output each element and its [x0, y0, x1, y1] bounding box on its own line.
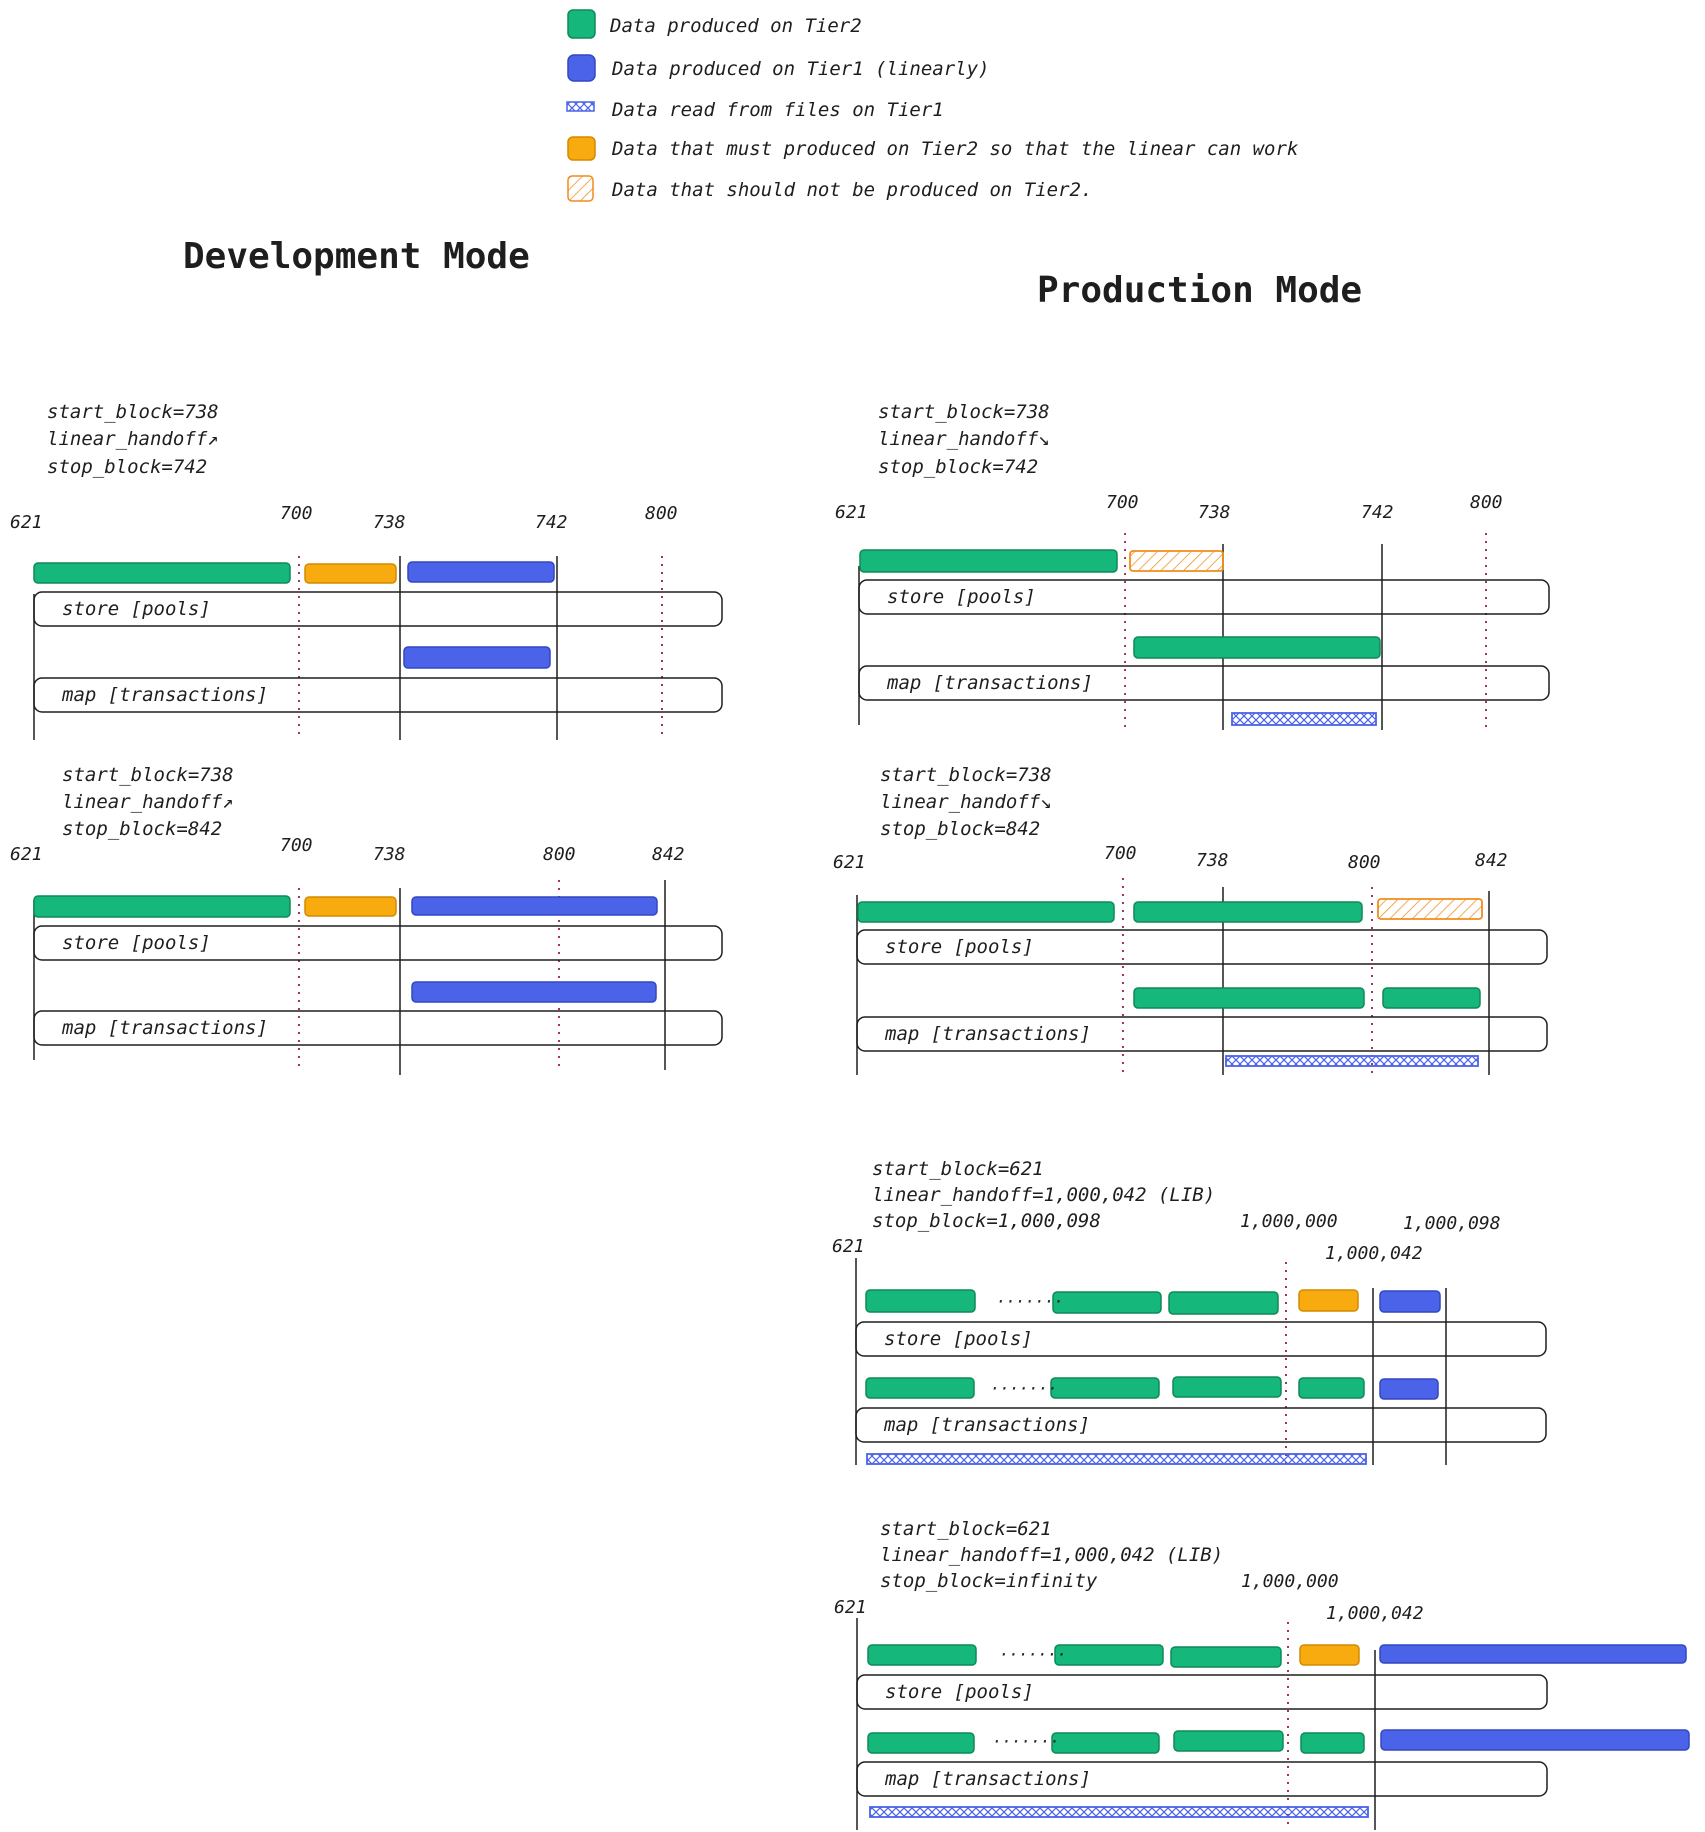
param-line: start_block=738 — [62, 764, 234, 786]
tick-label: 842 — [1475, 850, 1508, 871]
must-bar — [305, 897, 396, 916]
legend-label: Data produced on Tier2 — [610, 15, 862, 37]
store-pools-label: store [pools] — [885, 936, 1034, 958]
tier2-bar — [866, 1378, 974, 1398]
tier2-bar — [1173, 1377, 1281, 1397]
tier1-bar — [412, 897, 657, 915]
must-bar — [305, 564, 396, 583]
tier1-bar — [1380, 1291, 1440, 1312]
production-mode-title: Production Mode — [1037, 270, 1363, 311]
legend-item-should-not — [568, 176, 1092, 201]
diagrams — [10, 401, 1689, 1830]
map-transactions-label: map [transactions] — [62, 1017, 268, 1039]
legend-swatch-tier2 — [568, 10, 595, 38]
ellipsis-dots: ······· — [992, 1732, 1060, 1751]
files-bar — [1226, 1056, 1478, 1066]
diagram-dev-1 — [10, 401, 722, 740]
tick-label: 621 — [834, 1597, 867, 1618]
tick-label: 700 — [280, 835, 313, 856]
tier2-bar — [34, 563, 290, 583]
tier2-bar — [1134, 902, 1362, 922]
store-pools-label: store [pools] — [884, 1328, 1033, 1350]
tier2-bar — [1052, 1733, 1159, 1753]
tier1-bar — [408, 562, 554, 582]
files-bar — [1232, 713, 1376, 725]
tier1-bar — [412, 982, 656, 1002]
diagram-prod-3 — [832, 1158, 1546, 1465]
param-line: stop_block=742 — [47, 456, 208, 478]
map-transactions-label: map [transactions] — [62, 684, 268, 706]
tick-label: 842 — [652, 844, 685, 865]
legend-item-must — [568, 137, 1299, 160]
tier2-bar — [1299, 1378, 1364, 1398]
legend-item-tier1 — [568, 55, 990, 81]
files-bar — [867, 1454, 1366, 1464]
legend-swatch-files — [567, 102, 594, 111]
tick-label: 621 — [833, 852, 866, 873]
ellipsis-dots: ······· — [990, 1379, 1058, 1398]
param-line: stop_block=842 — [880, 818, 1041, 840]
map-transactions-label: map [transactions] — [887, 672, 1093, 694]
tick-label: 621 — [10, 844, 43, 865]
diagram-prod-1 — [835, 401, 1549, 730]
tick-label: 700 — [1104, 843, 1137, 864]
tier2-bar — [34, 896, 290, 917]
tier2-bar — [1301, 1733, 1364, 1753]
diagram-prod-2 — [833, 764, 1547, 1075]
diagram-prod-4 — [834, 1518, 1689, 1830]
legend-swatch-should-not — [568, 176, 593, 201]
param-line: linear_handoff↗ — [62, 791, 234, 813]
map-transactions-label: map [transactions] — [885, 1768, 1091, 1790]
tier2-bar — [1174, 1731, 1283, 1751]
tick-label: 621 — [835, 502, 868, 523]
param-line: linear_handoff↗ — [47, 428, 219, 450]
must-bar — [1300, 1645, 1359, 1665]
tier2-bar — [1051, 1378, 1159, 1398]
tick-label: 1,000,000 — [1241, 1571, 1339, 1592]
tick-label: 621 — [832, 1236, 865, 1257]
ellipsis-dots: ······· — [999, 1645, 1067, 1664]
tick-label: 1,000,098 — [1403, 1213, 1501, 1234]
tier2-bar — [1055, 1645, 1163, 1665]
tick-label: 700 — [1106, 492, 1139, 513]
store-pools-label: store [pools] — [887, 586, 1036, 608]
tier2-bar — [868, 1733, 974, 1753]
tick-label: 800 — [1348, 852, 1381, 873]
tier2-bar — [866, 1290, 975, 1312]
legend-label: Data produced on Tier1 (linearly) — [612, 58, 990, 80]
legend-item-tier2 — [568, 10, 862, 38]
tick-label: 738 — [373, 512, 406, 533]
legend-swatch-must — [568, 137, 595, 160]
must-bar — [1299, 1290, 1358, 1311]
param-line: stop_block=742 — [878, 456, 1039, 478]
param-line: stop_block=842 — [62, 818, 223, 840]
legend-item-files — [567, 99, 944, 121]
legend-swatch-tier1 — [568, 55, 595, 81]
ellipsis-dots: ······· — [996, 1292, 1064, 1311]
tier2-bar — [858, 902, 1114, 922]
tier1-bar — [1380, 1379, 1438, 1399]
tick-label: 1,000,042 — [1325, 1243, 1423, 1264]
tick-label: 800 — [645, 503, 678, 524]
tick-label: 742 — [1361, 502, 1394, 523]
tier2-bar — [1134, 637, 1380, 658]
should-not-bar — [1130, 551, 1223, 571]
files-bar — [870, 1807, 1368, 1817]
legend-label: Data that should not be produced on Tier2. — [612, 179, 1093, 201]
param-line: start_block=621 — [880, 1518, 1052, 1540]
tick-label: 800 — [543, 844, 576, 865]
tier1-bar — [404, 647, 550, 668]
tick-label: 1,000,000 — [1240, 1211, 1338, 1232]
param-line: stop_block=1,000,098 — [872, 1210, 1101, 1232]
tier1-bar — [1380, 1645, 1686, 1663]
tick-label: 1,000,042 — [1326, 1603, 1424, 1624]
legend-label: Data that must produced on Tier2 so that the linear can work — [612, 138, 1299, 160]
store-pools-label: store [pools] — [62, 598, 211, 620]
map-transactions-label: map [transactions] — [884, 1414, 1090, 1436]
legend-label: Data read from files on Tier1 — [612, 99, 944, 121]
tick-label: 738 — [1198, 502, 1231, 523]
tier2-bar — [1053, 1292, 1161, 1313]
param-line: linear_handoff=1,000,042 (LIB) — [880, 1544, 1224, 1566]
param-line: start_block=738 — [47, 401, 219, 423]
map-transactions-label: map [transactions] — [885, 1023, 1091, 1045]
diagram-dev-2 — [10, 764, 722, 1075]
tier2-bar — [868, 1645, 976, 1665]
tick-label: 738 — [1196, 850, 1229, 871]
tier2-bar — [1134, 988, 1364, 1008]
store-pools-label: store [pools] — [62, 932, 211, 954]
tier2-bar — [1169, 1292, 1278, 1314]
param-line: start_block=738 — [878, 401, 1050, 423]
param-line: linear_handoff↘ — [880, 791, 1052, 813]
param-line: start_block=621 — [872, 1158, 1044, 1180]
legend — [567, 10, 1299, 201]
param-line: stop_block=infinity — [880, 1570, 1098, 1592]
tick-label: 800 — [1470, 492, 1503, 513]
development-mode-title: Development Mode — [183, 236, 530, 277]
tick-label: 742 — [535, 512, 568, 533]
param-line: linear_handoff=1,000,042 (LIB) — [872, 1184, 1216, 1206]
tick-label: 738 — [373, 844, 406, 865]
tier1-bar — [1381, 1730, 1689, 1750]
tier2-bar — [1171, 1647, 1281, 1667]
should-not-bar — [1378, 899, 1482, 919]
param-line: linear_handoff↘ — [878, 428, 1050, 450]
param-line: start_block=738 — [880, 764, 1052, 786]
store-pools-label: store [pools] — [885, 1681, 1034, 1703]
tier2-bar — [1383, 988, 1480, 1008]
tick-label: 700 — [280, 503, 313, 524]
tier2-bar — [860, 550, 1117, 572]
tick-label: 621 — [10, 512, 43, 533]
